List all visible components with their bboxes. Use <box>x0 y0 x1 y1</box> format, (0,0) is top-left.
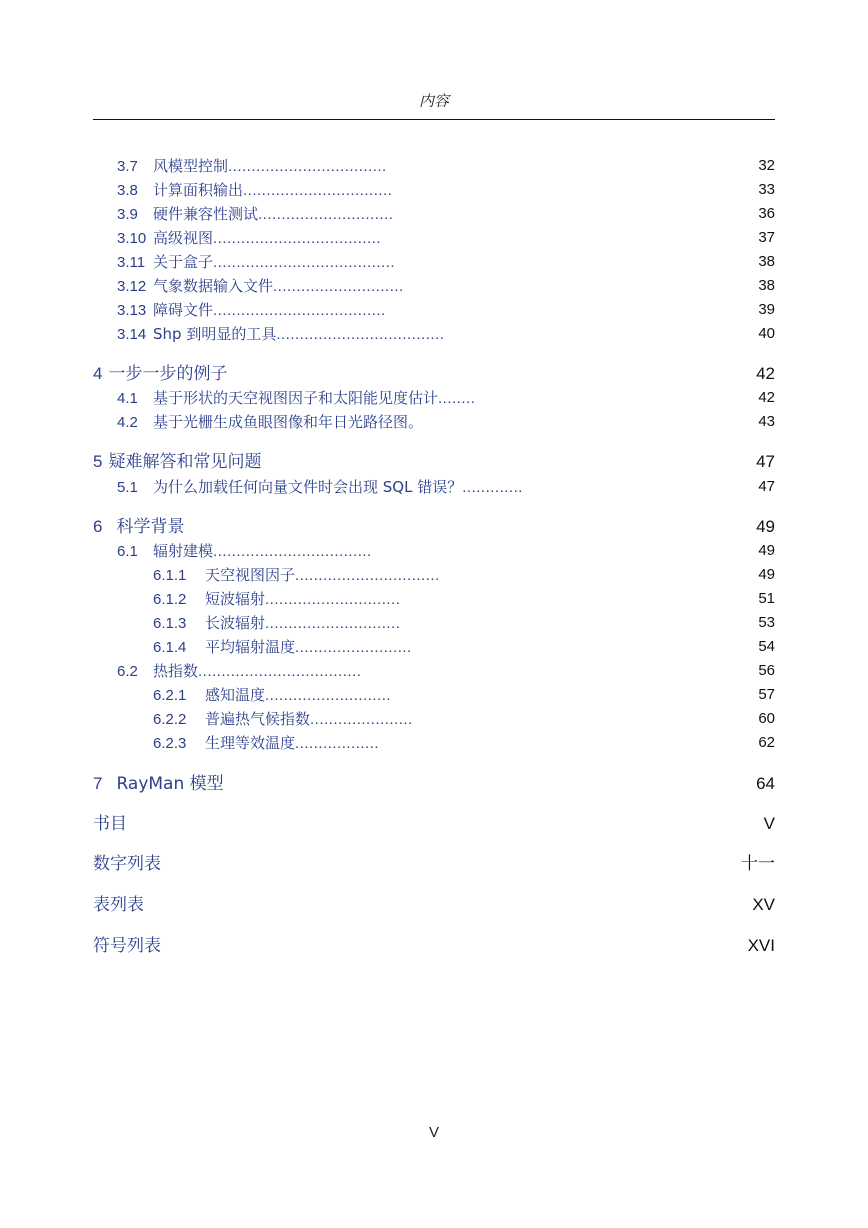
toc-page-number: 49 <box>758 566 775 583</box>
toc-list-of-tables[interactable] <box>93 894 775 916</box>
toc-dot-leader: ............. <box>462 479 523 496</box>
toc-page-number: 37 <box>758 229 775 246</box>
toc-entry-3-7[interactable] <box>93 155 775 177</box>
toc-dot-leader: ................................... <box>198 663 362 680</box>
toc-entry-6-2-3[interactable] <box>93 732 775 754</box>
toc-entry-number: 3.12 <box>117 278 147 295</box>
toc-entry-3-8[interactable] <box>93 179 775 201</box>
toc-entry-3-10[interactable] <box>93 227 775 249</box>
toc-entry-title: 基于形状的天空视图因子和太阳能见度估计 <box>153 389 439 407</box>
toc-entry-number: 3.10 <box>117 230 147 247</box>
header-divider <box>93 119 775 120</box>
toc-dot-leader: .................................. <box>228 158 387 175</box>
toc-page-number: 51 <box>758 590 775 607</box>
toc-dot-leader: ...................... <box>310 711 413 728</box>
running-header-title: 内容 <box>418 92 449 110</box>
toc-page-number: 47 <box>756 452 775 471</box>
toc-dot-leader: ........ <box>438 390 476 407</box>
toc-entry-title: 书目 <box>93 814 127 834</box>
toc-entry-title: 短波辐射 <box>205 590 266 608</box>
toc-page-number: 54 <box>758 638 775 655</box>
page-number-footer: V <box>428 1124 439 1141</box>
toc-page-number: 60 <box>758 710 775 727</box>
toc-entry-5-1[interactable] <box>93 476 775 498</box>
toc-dot-leader: ............................. <box>265 591 401 608</box>
toc-page-number: XVI <box>747 936 775 955</box>
toc-entry-number: 5 <box>93 452 103 471</box>
toc-page-number: 42 <box>756 364 775 383</box>
toc-chapter-4[interactable] <box>93 363 775 385</box>
toc-entry-6-1-4[interactable] <box>93 636 775 658</box>
toc-dot-leader: ..................................... <box>213 302 386 319</box>
toc-entry-title: 高级视图 <box>153 229 214 247</box>
toc-entry-3-14[interactable] <box>93 323 775 345</box>
toc-dot-leader: .................................... <box>276 326 445 343</box>
toc-entry-number: 6.1 <box>117 543 138 560</box>
toc-entry-3-11[interactable] <box>93 251 775 273</box>
toc-dot-leader: ............................. <box>258 206 394 223</box>
toc-entry-number: 3.9 <box>117 206 138 223</box>
toc-entry-title: 气象数据输入文件 <box>153 277 274 295</box>
toc-dot-leader: ............................. <box>265 615 401 632</box>
toc-entry-number: 3.8 <box>117 182 138 199</box>
toc-page-number: 十一 <box>741 854 775 873</box>
toc-page-number: 49 <box>756 517 775 536</box>
toc-page-number: 47 <box>758 478 775 495</box>
toc-entry-title: 计算面积输出 <box>153 181 244 199</box>
toc-entry-title: 热指数 <box>153 662 199 680</box>
toc-entry-number: 7 <box>93 774 103 793</box>
toc-entry-6-2[interactable] <box>93 660 775 682</box>
toc-page-number: 43 <box>758 413 775 430</box>
toc-entry-number: 3.14 <box>117 326 147 343</box>
toc-entry-title: 为什么加载任何向量文件时会出现 SQL 错误？ <box>153 478 463 496</box>
toc-entry-title: RayMan 模型 <box>116 774 224 794</box>
toc-entry-4-1[interactable] <box>93 387 775 409</box>
toc-page-number: 36 <box>758 205 775 222</box>
toc-page-number: 42 <box>758 389 775 406</box>
toc-entry-3-13[interactable] <box>93 299 775 321</box>
toc-entry-title: 普遍热气候指数 <box>205 710 311 728</box>
toc-entry-6-1[interactable] <box>93 540 775 562</box>
toc-entry-6-1-3[interactable] <box>93 612 775 634</box>
toc-dot-leader: .................................... <box>213 230 382 247</box>
toc-entry-number: 3.7 <box>117 158 138 175</box>
toc-entry-title: 风模型控制 <box>153 157 229 175</box>
toc-entry-number: 6.1.1 <box>153 567 187 584</box>
toc-dot-leader: ............................... <box>295 567 440 584</box>
toc-bibliography[interactable] <box>93 813 775 835</box>
toc-entry-number: 3.11 <box>117 254 146 271</box>
toc-page-number: 38 <box>758 277 775 294</box>
toc-entry-title: 障碍文件 <box>153 301 214 319</box>
toc-entry-4-2[interactable] <box>93 411 775 433</box>
toc-entry-number: 6.2.3 <box>153 735 187 752</box>
toc-entry-6-2-2[interactable] <box>93 708 775 730</box>
toc-page-number: 32 <box>758 157 775 174</box>
toc-entry-title: 天空视图因子 <box>205 566 296 584</box>
toc-chapter-6[interactable] <box>93 516 775 538</box>
toc-entry-number: 6.1.3 <box>153 615 187 632</box>
toc-entry-number: 6.2.2 <box>153 711 187 728</box>
toc-entry-number: 6.1.4 <box>153 639 187 656</box>
toc-entry-title: 基于光栅生成鱼眼图像和年日光路径图。 <box>153 413 424 431</box>
toc-dot-leader: ....................................... <box>213 254 396 271</box>
toc-entry-6-2-1[interactable] <box>93 684 775 706</box>
toc-dot-leader: .................. <box>295 735 380 752</box>
toc-entry-6-1-2[interactable] <box>93 588 775 610</box>
toc-entry-number: 5.1 <box>117 479 138 496</box>
toc-entry-title: 数字列表 <box>93 854 161 874</box>
toc-entry-number: 3.13 <box>117 302 147 319</box>
toc-entry-number: 4.2 <box>117 414 138 431</box>
toc-entry-title: 感知温度 <box>205 686 266 704</box>
toc-page-number: 38 <box>758 253 775 270</box>
toc-dot-leader: ........................... <box>265 687 392 704</box>
toc-entry-title: 表列表 <box>93 895 144 915</box>
toc-list-of-symbols[interactable] <box>93 935 775 957</box>
toc-entry-title: 关于盒子 <box>153 253 214 271</box>
toc-dot-leader: .................................. <box>213 543 372 560</box>
toc-entry-number: 6.2 <box>117 663 138 680</box>
toc-page-number: 40 <box>758 325 775 342</box>
toc-page-number: 33 <box>758 181 775 198</box>
toc-entry-title: 辐射建模 <box>153 542 214 560</box>
toc-dot-leader: ......................... <box>295 639 412 656</box>
toc-entry-title: 硬件兼容性测试 <box>153 205 259 223</box>
toc-page-number: XV <box>752 895 775 914</box>
toc-dot-leader: ................................ <box>243 182 393 199</box>
toc-page-number: 62 <box>758 734 775 751</box>
toc-entry-title: 长波辐射 <box>205 614 266 632</box>
toc-entry-number: 6.1.2 <box>153 591 187 608</box>
toc-entry-title: 科学背景 <box>116 517 185 537</box>
toc-entry-number: 6.2.1 <box>153 687 187 704</box>
toc-page-number: 56 <box>758 662 775 679</box>
toc-entry-number: 4 <box>93 364 103 383</box>
toc-entry-title: 生理等效温度 <box>205 734 296 752</box>
toc-page-number: V <box>763 814 775 833</box>
toc-entry-3-12[interactable] <box>93 275 775 297</box>
toc-entry-title: 疑难解答和常见问题 <box>108 452 262 472</box>
toc-page-number: 49 <box>758 542 775 559</box>
toc-entry-title: 平均辐射温度 <box>205 638 296 656</box>
toc-entry-number: 6 <box>93 517 103 536</box>
toc-chapter-7[interactable] <box>93 773 775 795</box>
toc-page-number: 53 <box>758 614 775 631</box>
toc-entry-title: Shp 到明显的工具 <box>153 325 277 343</box>
toc-entry-title: 符号列表 <box>93 936 161 956</box>
toc-entry-number: 4.1 <box>117 390 138 407</box>
toc-page-number: 39 <box>758 301 775 318</box>
toc-entry-title: 一步一步的例子 <box>108 364 228 384</box>
toc-page-number: 64 <box>756 774 775 793</box>
toc-entry-3-9[interactable] <box>93 203 775 225</box>
toc-dot-leader: ............................ <box>273 278 404 295</box>
toc-list-of-figures[interactable] <box>93 853 775 875</box>
toc-entry-6-1-1[interactable] <box>93 564 775 586</box>
toc-page-number: 57 <box>758 686 775 703</box>
toc-chapter-5[interactable] <box>93 451 775 473</box>
